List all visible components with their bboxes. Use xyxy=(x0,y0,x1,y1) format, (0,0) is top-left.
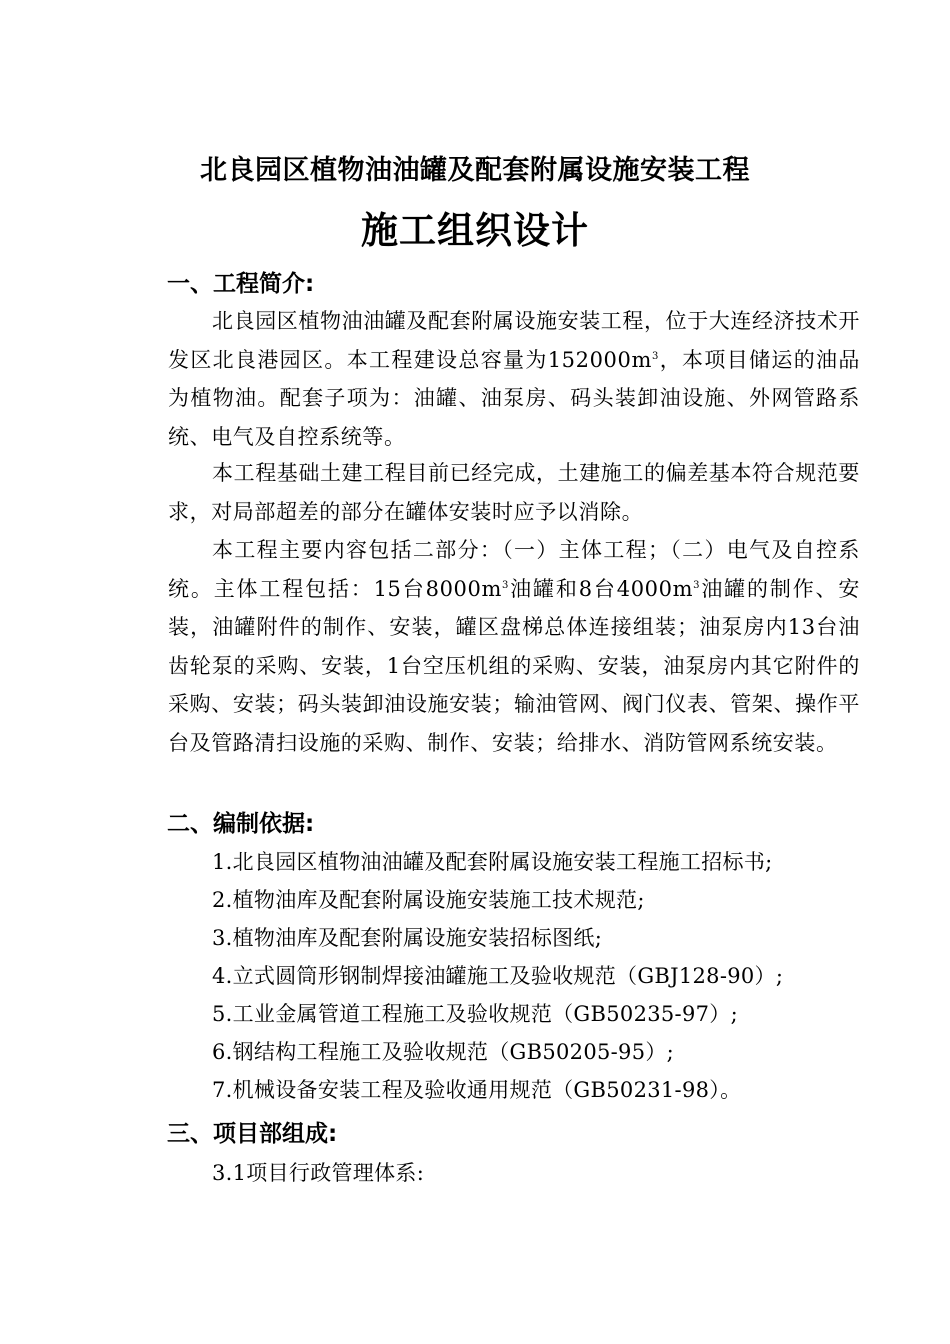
basis-list-item: 4.立式圆筒形钢制焊接油罐施工及验收规范（GBJ128-90）; xyxy=(212,964,784,988)
paragraph-foundation-status: 本工程基础土建工程目前已经完成，土建施工的偏差基本符合规范要求，对局部超差的部分在罐体安装时应予以消除。 xyxy=(168,461,860,524)
superscript: 3 xyxy=(501,579,509,591)
basis-list-item: 1.北良园区植物油油罐及配套附属设施安装工程施工招标书; xyxy=(212,850,773,874)
section-heading-basis: 二、编制依据: xyxy=(167,811,315,837)
basis-list-item: 7.机械设备安装工程及验收通用规范（GB50231-98）。 xyxy=(212,1078,742,1102)
basis-list-item: 6.钢结构工程施工及验收规范（GB50205-95）; xyxy=(212,1040,675,1064)
section-heading-project-team: 三、项目部组成: xyxy=(167,1121,338,1147)
document-title: 北良园区植物油油罐及配套附属设施安装工程 xyxy=(200,155,750,186)
basis-list-item: 2.植物油库及配套附属设施安装施工技术规范; xyxy=(212,888,645,912)
paragraph-text: 油罐和8台4000m xyxy=(508,576,694,601)
basis-list-item: 3.植物油库及配套附属设施安装招标图纸; xyxy=(212,926,603,950)
section-heading-overview: 一、工程简介: xyxy=(167,271,315,297)
superscript: 3 xyxy=(693,579,701,591)
subsection-title: 3.1项目行政管理体系: xyxy=(212,1161,425,1185)
superscript: 3 xyxy=(652,350,659,362)
document-subtitle: 施工组织设计 xyxy=(361,209,589,252)
basis-list-item: 5.工业金属管道工程施工及验收规范（GB50235-97）; xyxy=(212,1002,738,1026)
paragraph-text: 本工程主要内容包括二部分：（一）主体工程；（二）电气及自控系统。主体工程包括：15台8000m xyxy=(168,538,860,601)
paragraph-project-location xyxy=(168,302,860,456)
paragraph-text: 油罐的制作、安装，油罐附件的制作、安装，罐区盘梯总体连接组装；油泵房内13台油齿轮泵的采购、安装，1台空压机组的采购、安装，油泵房内其它附件的采购、安装；码头装卸油设施安装；输油管网、阀门仪表、管架、操作平台及管路清扫设施的采购、制作、安装；给排水、消防管网系统安装。 xyxy=(168,576,861,755)
paragraph-text: 北良园区植物油油罐及配套附属设施安装工程，位于大连经济技术开发区北良港园区。本工程建设总容量为152000m xyxy=(168,309,860,372)
paragraph-scope xyxy=(168,531,860,762)
paragraph-text: ，本项目储运的油品为植物油。配套子项为：油罐、油泵房、码头装卸油设施、外网管路系统、电气及自控系统等。 xyxy=(168,347,860,449)
